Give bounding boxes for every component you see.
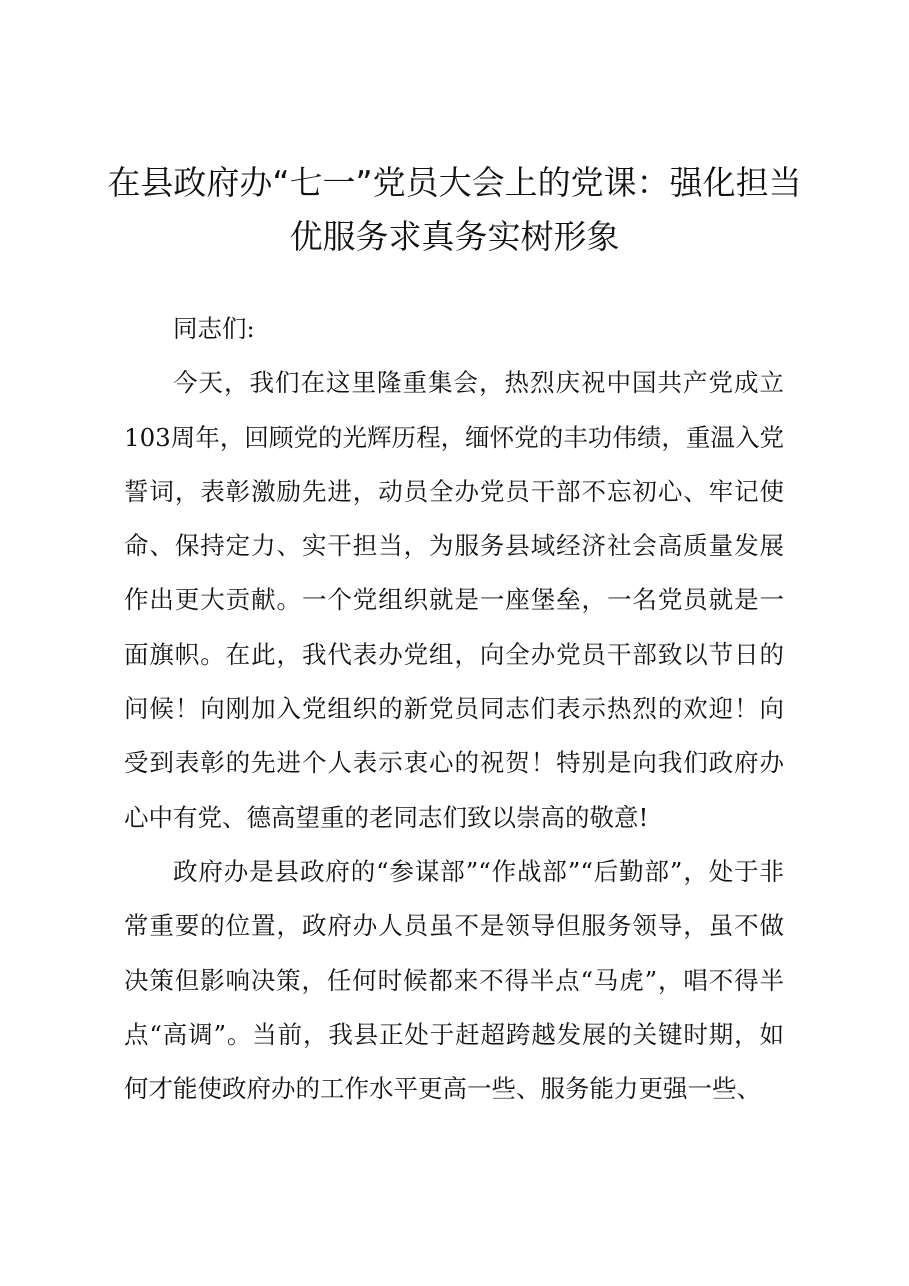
document-title: 在县政府办“七一”党员大会上的党课：强化担当优服务求真务实树形象 [107, 163, 802, 256]
document-body [124, 302, 784, 1116]
paragraph: 今天，我们在这里隆重集会，热烈庆祝中国共产党成立103周年，回顾党的光辉历程，缅怀党的丰功伟绩，重温入党誓词，表彰激励先进，动员全办党员干部不忘初心、牢记使命、保持定力、实干担当，为服务县域经济社会高质量发展作出更大贡献。一个党组织就是一座堡垒，一名党员就是一面旗帜。在此，我代表办党组，向全办党员干部致以节日的问候！向刚加入党组织的新党员同志们表示热烈的欢迎！向受到表彰的先进个人表示衷心的祝贺！特别是向我们政府办心中有党、德高望重的老同志们致以崇高的敬意! [124, 368, 784, 832]
salutation: 同志们: [173, 314, 255, 343]
paragraph: 政府办是县政府的“参谋部”“作战部”“后勤部”，处于非常重要的位置，政府办人员虽不是领导但服务领导，虽不做决策但影响决策，任何时候都来不得半点“马虎”，唱不得半点“高调”。当前，我县正处于赶超跨越发展的关键时期，如何才能使政府办的工作水平更高一些、服务能力更强一些、 [124, 856, 784, 1104]
